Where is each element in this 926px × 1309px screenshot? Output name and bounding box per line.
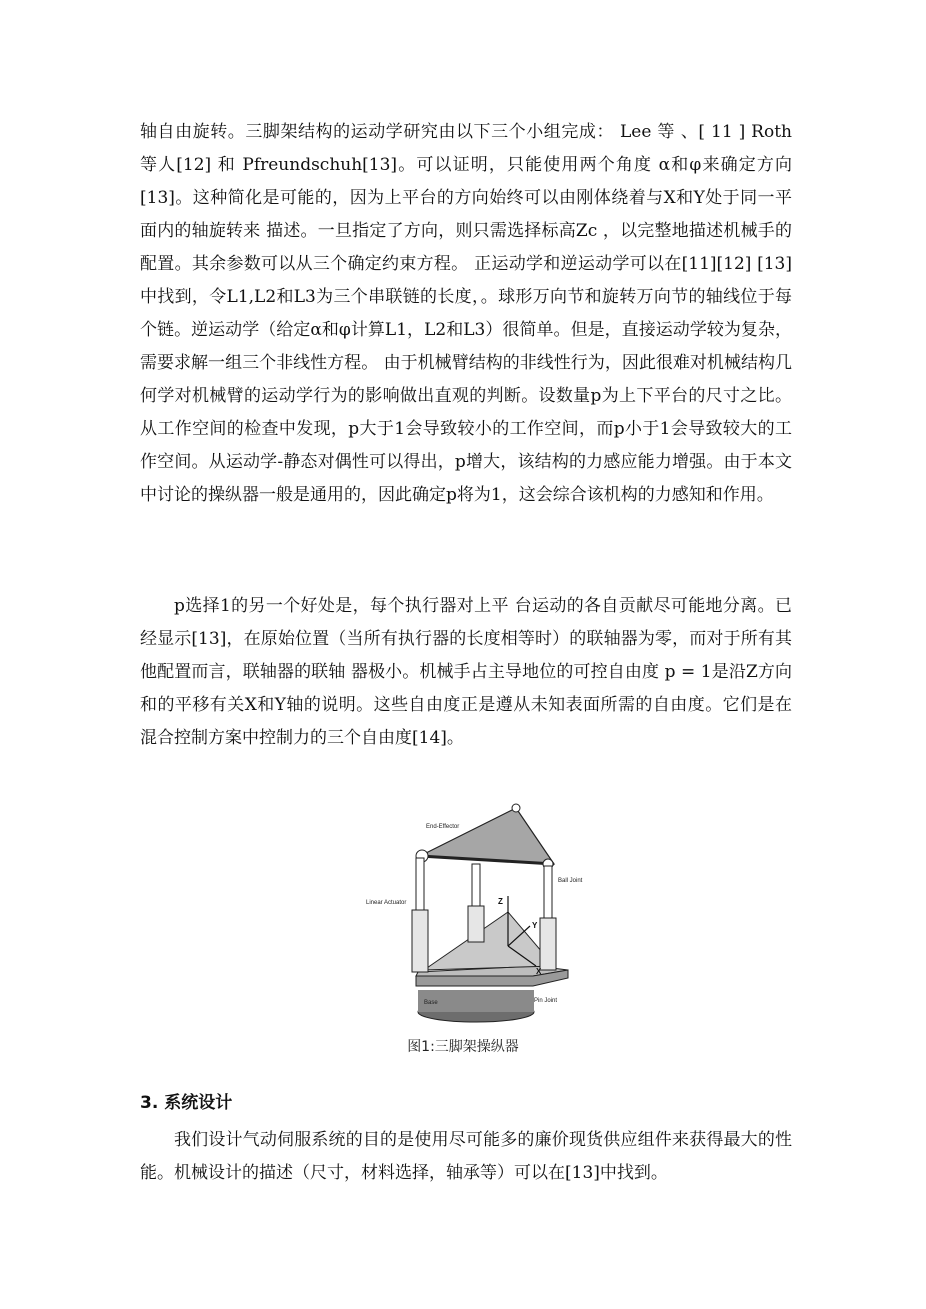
center-actuator-rod — [472, 864, 480, 910]
paragraph-3: 我们设计气动伺服系统的目的是使用尽可能多的廉价现货供应组件来获得最大的性能。机械设计的描述（尺寸，材料选择，轴承等）可以在[13]中找到。 — [140, 1130, 792, 1183]
label-ball-joint: Ball Joint — [558, 878, 583, 884]
paragraph-1: 轴自由旋转。三脚架结构的运动学研究由以下三个小组完成： Lee 等 、[ 11 ] Roth 等人[12] 和 Pfreundschuh[13]。可以证明，只能使用两个角度 α和φ来确定方向[13]。这种简化是可能的，因为上平台的方向始终可以由刚体绕着与X和Y处于同一平面内的轴旋转来 描述。一旦指定了方向，则只需选择标高Zc ，以完整地描述机械手的配置。其余参数可以从三个确定约束方程。 正运动学和逆运动学可以在[11][12] [13]中找到，令L1,L2和L3为三个串联链的长度，。球形万向节和旋转万向节的轴线位于每个链。逆运动学（给定α和φ计算L1，L2和L3）很简单。但是，直接运动学较为复杂，需要求解一组三个非线性方程。 由于机械臂结构的非线性行为，因此很难对机械结构几何学对机械臂的运动学行为的影响做出直观的判断。设数量p为上下平台的尺寸之比。从工作空间的检查中发现，p大于1会导致较小的工作空间，而p小于1会导致较大的工作空间。从运动学-静态对偶性可以得出，p增大，该结构的力感应能力增强。由于本文中讨论的操纵器一般是通用的，因此确定p将为1，这会综合该机构的力感知和作用。 — [140, 122, 792, 505]
body-text-block-1 — [140, 116, 792, 512]
axis-z-label: Z — [498, 897, 503, 906]
end-effector-plate — [420, 808, 554, 864]
right-actuator-cylinder — [540, 918, 556, 970]
label-base: Base — [424, 1000, 438, 1006]
left-actuator-rod — [416, 858, 424, 912]
top-ball-joint — [512, 804, 520, 812]
tripod-manipulator-figure — [358, 800, 598, 1030]
right-actuator-rod — [544, 866, 552, 920]
axis-x-label: X — [536, 967, 542, 976]
label-pin-joint: Pin Joint — [534, 998, 558, 1004]
paragraph-2: p选择1的另一个好处是，每个执行器对上平 台运动的各自贡献尽可能地分离。已经显示[13]，在原始位置（当所有执行器的长度相等时）的联轴器为零，而对于所有其他配置而言，联轴器的联轴 器极小。机械手占主导地位的可控自由度 p = 1是沿Z方向和的平移有关X和Y轴的说明。这些自由度正是遵从未知表面所需的自由度。它们是在混合控制方案中控制力的三个自由度[14]。 — [140, 596, 792, 748]
label-linear-actuator: Linear Actuator — [366, 900, 407, 906]
label-end-effector: End-Effector — [426, 824, 460, 830]
axis-y-label: Y — [532, 921, 538, 930]
body-text-block-3 — [140, 1124, 792, 1190]
tripod-diagram — [358, 800, 598, 1030]
center-actuator-cylinder — [468, 906, 484, 942]
section-heading: 3. 系统设计 — [140, 1093, 233, 1113]
left-actuator-cylinder — [412, 910, 428, 972]
figure-caption: 图1:三脚架操纵器 — [407, 1039, 519, 1055]
body-text-block-2 — [140, 590, 792, 755]
